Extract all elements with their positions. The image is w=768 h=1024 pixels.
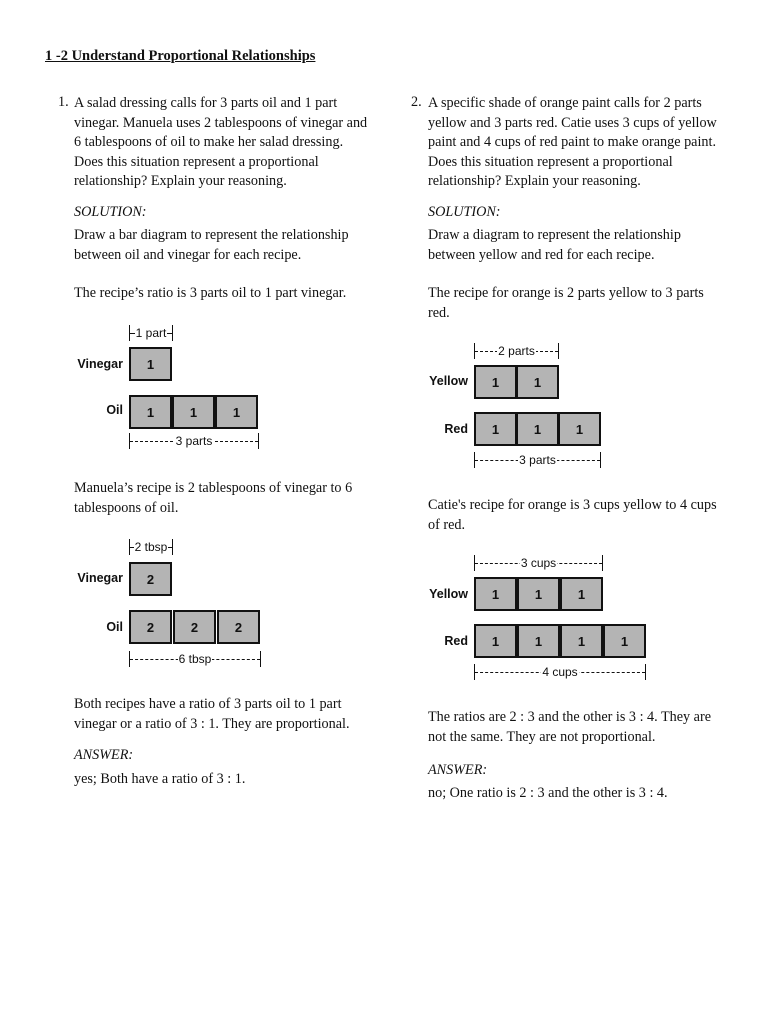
red-label: Red: [444, 422, 468, 436]
yellow-bar-cell: 1: [474, 577, 517, 611]
answer-label: ANSWER:: [74, 747, 134, 763]
dimension-bottom-6-tbsp: 6 tbsp: [129, 651, 261, 667]
solution-label: SOLUTION:: [74, 204, 147, 220]
dimension-bottom-4-cups: 4 cups: [474, 664, 646, 680]
question-1-text: A salad dressing calls for 3 parts oil and 1 part vinegar. Manuela uses 2 tablespoons of vinegar and 6 tablespoons of oil to make her salad dressing. Does this situation represent a proportional relationship? Explain your reasoning.: [74, 95, 368, 189]
dimension-bottom-3-parts: 3 parts: [129, 433, 259, 449]
oil-bar-cell: 2: [217, 610, 260, 644]
red-bar-cell: 1: [474, 624, 517, 658]
red-bar-cell: 1: [560, 624, 603, 658]
page-title: 1 -2 Understand Proportional Relationships: [45, 48, 316, 64]
oil-bar-cell: 1: [129, 395, 172, 429]
recipe-ratio-text: The recipe’s ratio is 3 parts oil to 1 part vinegar.: [74, 285, 347, 301]
red-bar-cell: 1: [603, 624, 646, 658]
q2-answer: no; One ratio is 2 : 3 and the other is 3 : 4.: [428, 785, 668, 801]
oil-bar-cell: 1: [172, 395, 215, 429]
q1-answer: yes; Both have a ratio of 3 : 1.: [74, 771, 246, 787]
manuela-recipe-text: Manuela’s recipe is 2 tablespoons of vinegar to 6 tablespoons of oil.: [74, 480, 353, 516]
red-label: Red: [444, 634, 468, 648]
red-bar-cell: 1: [474, 412, 517, 446]
oil-bar-cell: 1: [215, 395, 258, 429]
vinegar-label: Vinegar: [77, 357, 123, 371]
yellow-bar-cell: 1: [517, 577, 560, 611]
recipe-ratio-text: The recipe for orange is 2 parts yellow to 3 parts red.: [428, 285, 704, 321]
question-2-text: A specific shade of orange paint calls for 2 parts yellow and 3 parts red. Catie uses 3 cups of yellow paint and 4 cups of red paint to make orange paint. Does this situation represent a proportional relationship? Explain your reasoning.: [428, 95, 717, 189]
yellow-bar-cell: 1: [474, 365, 517, 399]
question-1-number: 1.: [58, 94, 69, 110]
vinegar-label: Vinegar: [77, 571, 123, 585]
dimension-top-3-cups: 3 cups: [474, 555, 603, 571]
dimension-top-2-parts: 2 parts: [474, 343, 559, 359]
solution-label: SOLUTION:: [428, 204, 501, 220]
q2-conclusion: The ratios are 2 : 3 and the other is 3 : 4. They are not the same. They are not proportional.: [428, 709, 712, 745]
oil-label: Oil: [106, 620, 123, 634]
yellow-bar-cell: 1: [560, 577, 603, 611]
solution-intro: Draw a bar diagram to represent the relationship between oil and vinegar for each recipe.: [74, 227, 349, 263]
red-bar-cell: 1: [517, 624, 560, 658]
oil-bar-cell: 2: [173, 610, 216, 644]
red-bar-cell: 1: [558, 412, 601, 446]
oil-bar-cell: 2: [129, 610, 172, 644]
answer-label: ANSWER:: [428, 762, 488, 778]
dimension-top-2-tbsp: 2 tbsp: [129, 539, 173, 555]
vinegar-bar-cell: 1: [129, 347, 172, 381]
dimension-top-1-part: 1 part: [129, 325, 173, 341]
oil-label: Oil: [106, 403, 123, 417]
yellow-label: Yellow: [429, 374, 468, 388]
red-bar-cell: 1: [516, 412, 559, 446]
solution-intro: Draw a diagram to represent the relationship between yellow and red for each recipe.: [428, 227, 681, 263]
yellow-bar-cell: 1: [516, 365, 559, 399]
question-2-number: 2.: [411, 94, 422, 110]
vinegar-bar-cell: 2: [129, 562, 172, 596]
dimension-bottom-3-parts: 3 parts: [474, 452, 601, 468]
q1-conclusion: Both recipes have a ratio of 3 parts oil to 1 part vinegar or a ratio of 3 : 1. They are proportional.: [74, 696, 350, 732]
catie-recipe-text: Catie's recipe for orange is 3 cups yellow to 4 cups of red.: [428, 497, 717, 533]
yellow-label: Yellow: [429, 587, 468, 601]
